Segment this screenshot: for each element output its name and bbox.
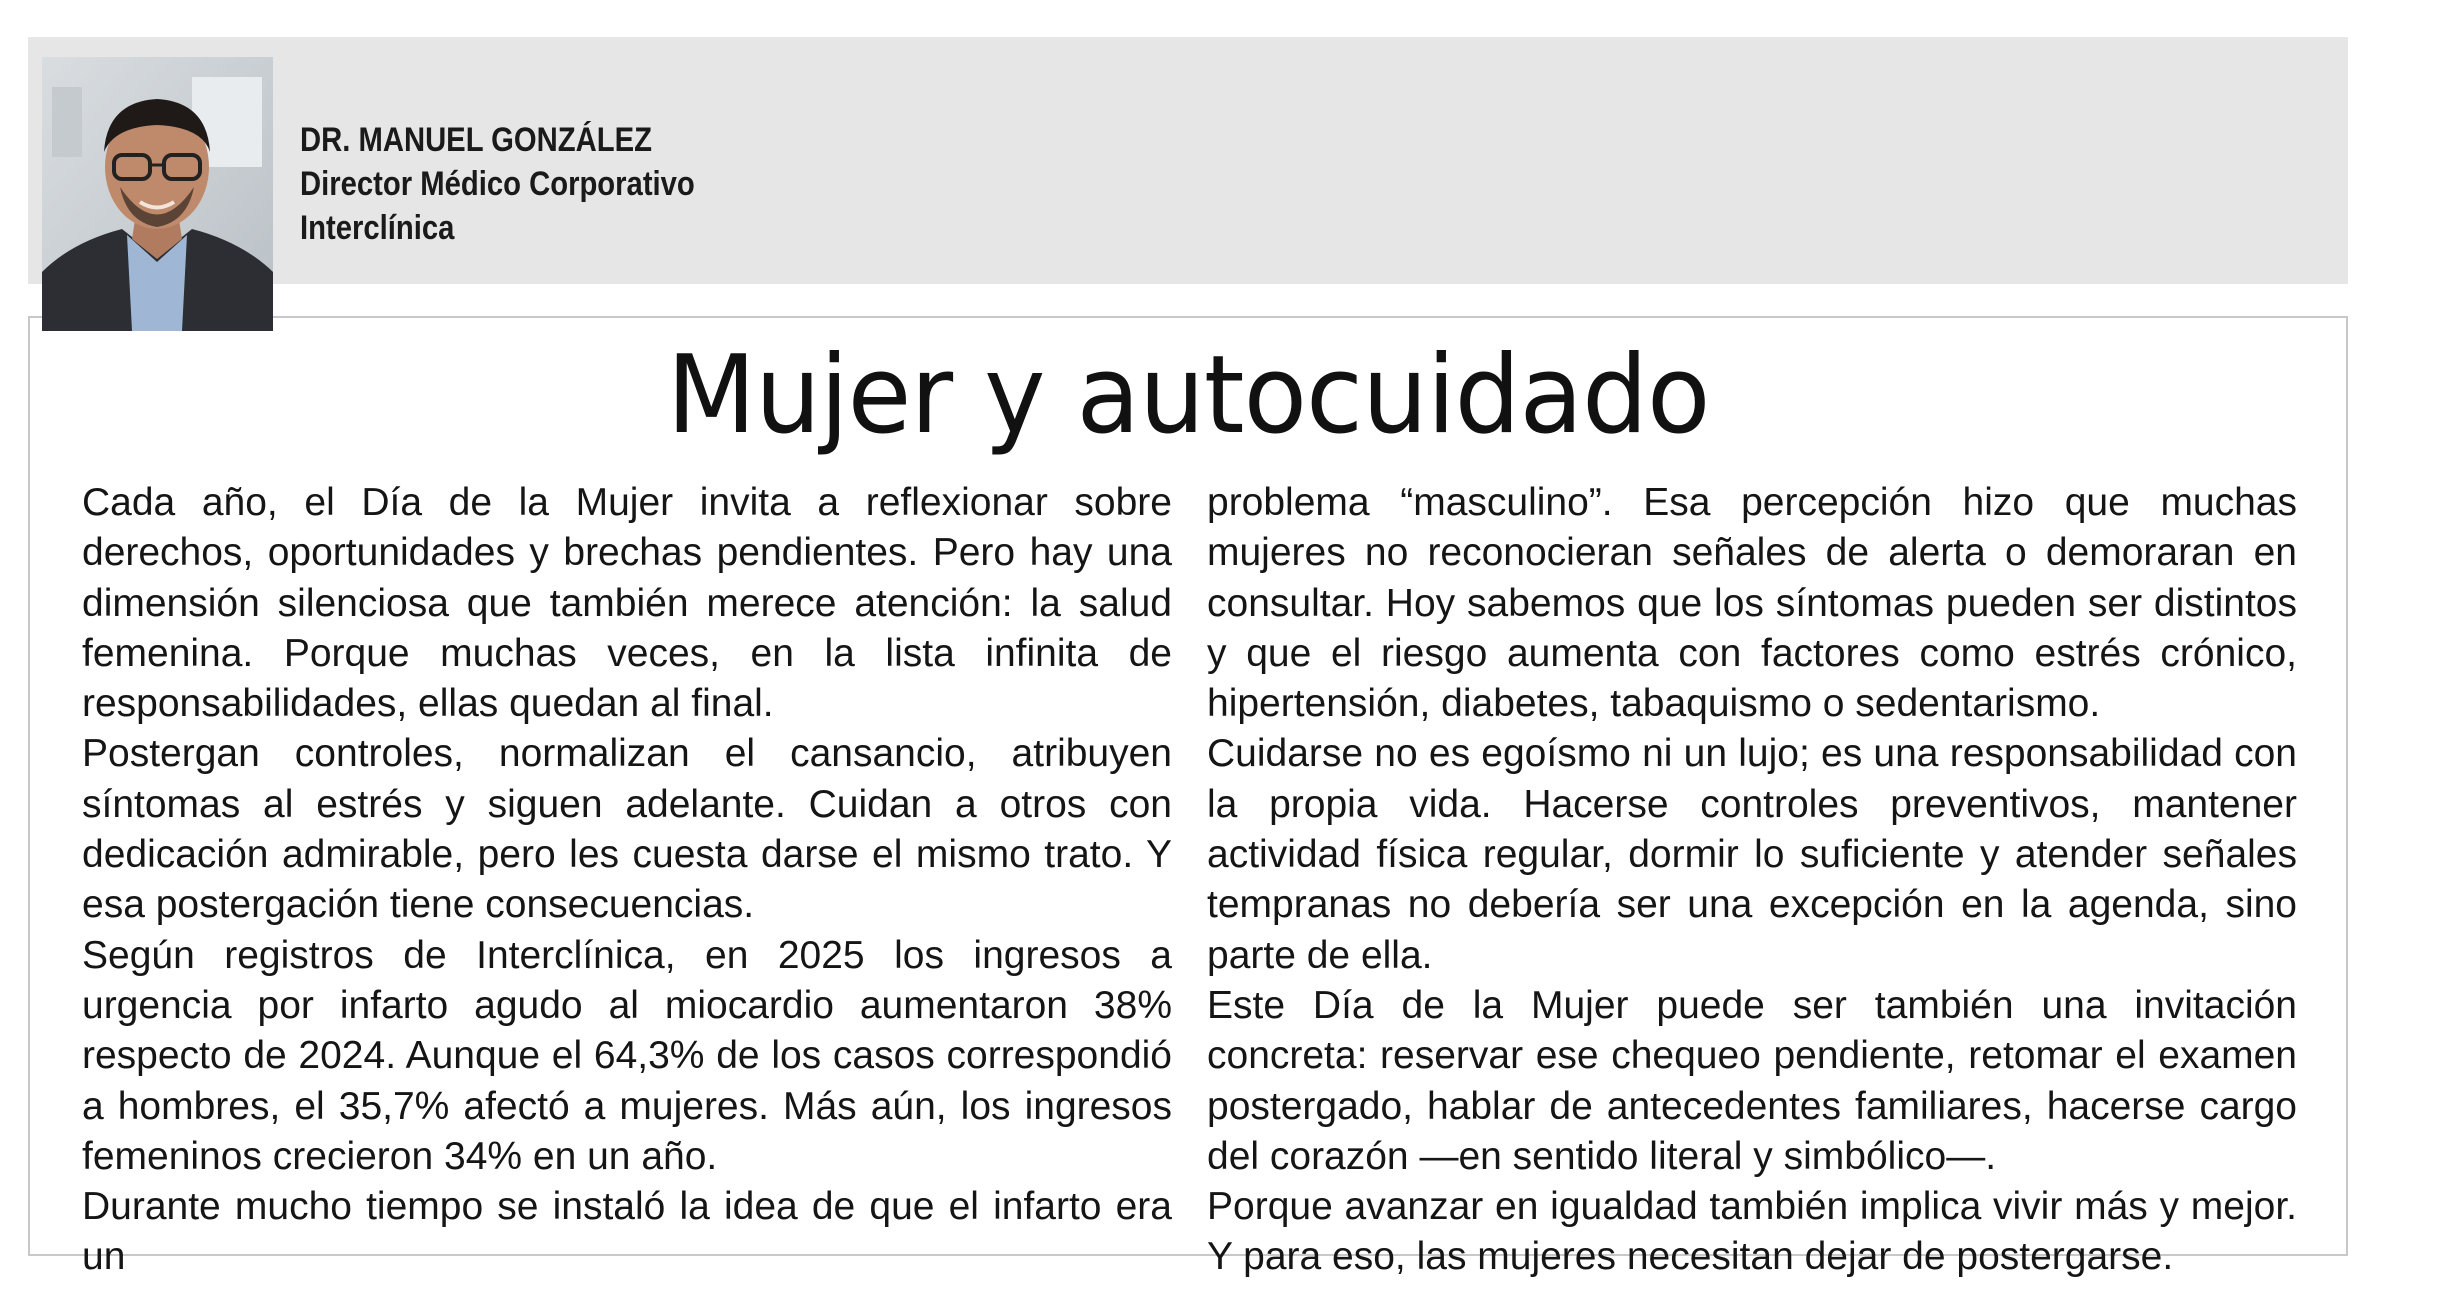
paragraph: Este Día de la Mujer puede ser también una invitación concreta: reservar ese chequeo pendiente, retomar el examen postergado, hablar de antecedentes familiares, hacerse cargo del corazón —en sentido literal y simbólico—. bbox=[1207, 983, 2297, 1178]
author-organization: Interclínica bbox=[300, 209, 455, 247]
author-name: DR. MANUEL GONZÁLEZ bbox=[300, 121, 652, 159]
article-title: Mujer y autocuidado bbox=[666, 333, 1710, 458]
author-role: Director Médico Corporativo bbox=[300, 165, 695, 203]
paragraph: Durante mucho tiempo se instaló la idea de que el infarto era un bbox=[82, 1185, 1172, 1279]
paragraph: Cuidarse no es egoísmo ni un lujo; es una responsabilidad con la propia vida. Hacerse controles preventivos, mantener actividad física regular, dormir lo suficiente y atender señales tempranas no debería ser una excepción en la agenda, sino parte de ella. bbox=[1207, 732, 2297, 977]
paragraph: Porque avanzar en igualdad también implica vivir más y mejor. Y para eso, las mujeres necesitan dejar de postergarse. bbox=[1207, 1185, 2297, 1279]
paragraph: Cada año, el Día de la Mujer invita a reflexionar sobre derechos, oportunidades y brechas pendientes. Pero hay una dimensión silenciosa que también merece atención: la salud femenina. Porque muchas veces, en la lista infinita de responsabilidades, ellas quedan al final. bbox=[82, 481, 1172, 726]
article-column-left bbox=[82, 478, 1172, 1283]
paragraph: Según registros de Interclínica, en 2025 los ingresos a urgencia por infarto agudo al miocardio aumentaron 38% respecto de 2024. Aunque el 64,3% de los casos correspondió a hombres, el 35,7% afectó a mujeres. Más aún, los ingresos femeninos crecieron 34% en un año. bbox=[82, 933, 1172, 1178]
paragraph: Postergan controles, normalizan el cansancio, atribuyen síntomas al estrés y siguen adelante. Cuidan a otros con dedicación admirable, pero les cuesta darse el mismo trato. Y esa postergación tiene consecuencias. bbox=[82, 732, 1172, 927]
author-photo bbox=[42, 57, 273, 331]
article-column-right bbox=[1207, 478, 2297, 1283]
author-byline bbox=[300, 118, 695, 250]
paragraph: problema “masculino”. Esa percepción hizo que muchas mujeres no reconocieran señales de alerta o demoraran en consultar. Hoy sabemos que los síntomas pueden ser distintos y que el riesgo aumenta con factores como estrés crónico, hipertensión, diabetes, tabaquismo o sedentarismo. bbox=[1207, 481, 2297, 726]
